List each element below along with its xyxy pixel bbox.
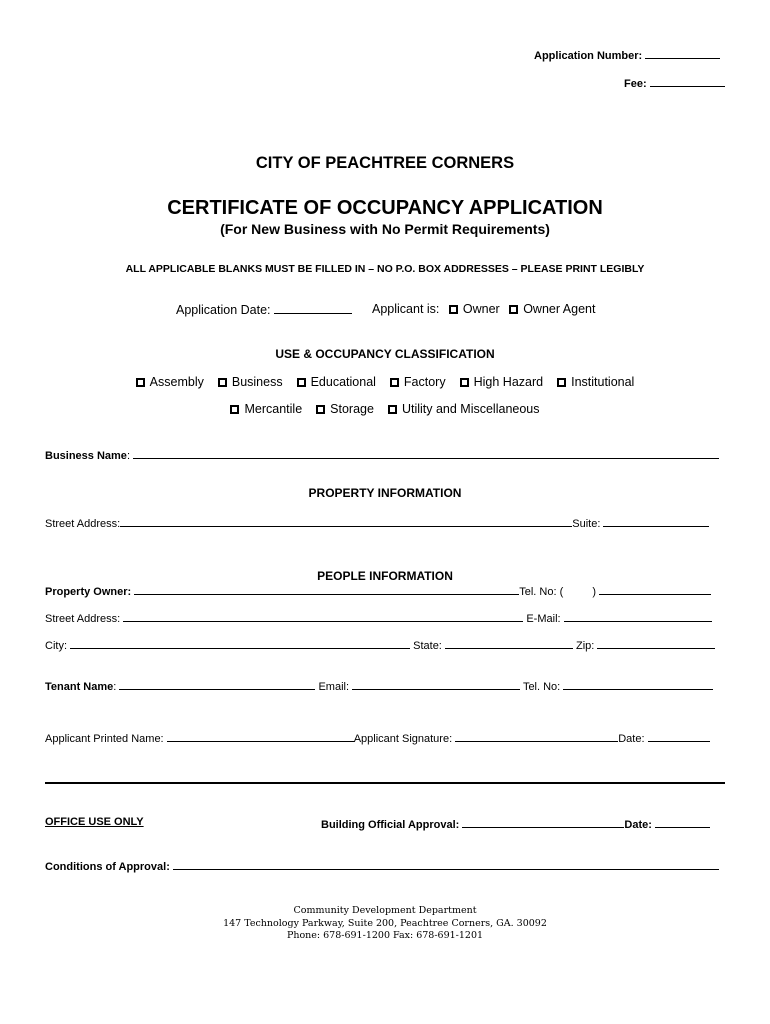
option-utility[interactable]	[388, 402, 540, 416]
option-institutional[interactable]	[557, 375, 634, 389]
utility-checkbox[interactable]	[388, 405, 397, 414]
option-assembly[interactable]	[136, 375, 204, 389]
state-label: State:	[413, 640, 442, 652]
official-approval-label: Building Official Approval:	[321, 819, 460, 831]
tenant-email-blank[interactable]	[352, 678, 520, 690]
owner-agent-option-label: Owner Agent	[523, 302, 596, 316]
business-name-field	[45, 447, 719, 462]
tenant-colon: :	[113, 681, 117, 693]
option-educational[interactable]	[297, 375, 376, 389]
city-label: City:	[45, 640, 67, 652]
office-date-label: Date:	[624, 819, 652, 831]
applicant-printed-name-label: Applicant Printed Name:	[45, 733, 164, 745]
applicant-owner-agent-option[interactable]	[509, 302, 595, 316]
business-name-blank[interactable]	[133, 447, 719, 459]
factory-label: Factory	[403, 375, 446, 389]
educational-label: Educational	[310, 375, 376, 389]
property-suite-label: Suite:	[572, 518, 601, 530]
city-blank[interactable]	[70, 637, 410, 649]
application-date-label: Application Date:	[176, 303, 271, 317]
storage-label: Storage	[330, 402, 374, 416]
owner-agent-checkbox[interactable]	[509, 305, 518, 314]
owner-option-label: Owner	[462, 302, 500, 316]
assembly-label: Assembly	[149, 375, 204, 389]
option-factory[interactable]	[390, 375, 446, 389]
tenant-field	[45, 678, 713, 693]
people-street-field	[45, 610, 712, 625]
applicant-is-label: Applicant is:	[372, 302, 440, 316]
people-street-label: Street Address:	[45, 613, 121, 625]
property-owner-blank[interactable]	[134, 583, 519, 595]
business-name-colon: :	[126, 450, 130, 462]
owner-tel-close: )	[592, 586, 596, 598]
applicant-date-blank[interactable]	[648, 730, 710, 742]
application-date-field	[176, 302, 352, 317]
fee-field	[624, 75, 725, 90]
applicant-owner-option[interactable]	[449, 302, 500, 316]
tenant-name-label: Tenant Name	[45, 681, 114, 693]
fee-label: Fee:	[624, 78, 647, 90]
application-date-blank[interactable]	[274, 302, 352, 314]
use-occupancy-heading: USE & OCCUPANCY CLASSIFICATION	[275, 347, 495, 361]
people-email-label: E-Mail:	[526, 613, 561, 625]
applicant-is-field	[372, 302, 595, 316]
page-subtitle: (For New Business with No Permit Requirements)	[220, 221, 550, 237]
tenant-email-label: Email:	[318, 681, 350, 693]
owner-tel-label: Tel. No: (	[519, 586, 564, 598]
application-number-label: Application Number:	[534, 50, 643, 62]
mercantile-label: Mercantile	[244, 402, 303, 416]
owner-checkbox[interactable]	[449, 305, 458, 314]
office-use-only-label	[45, 816, 144, 828]
tenant-tel-label: Tel. No:	[522, 681, 561, 693]
footer-address: 147 Technology Parkway, Suite 200, Peachtree Corners, GA. 30092	[223, 917, 547, 929]
official-approval-field	[321, 816, 710, 831]
option-business[interactable]	[218, 375, 283, 389]
high-hazard-label: High Hazard	[473, 375, 544, 389]
section-divider	[45, 782, 725, 784]
people-street-blank[interactable]	[123, 610, 523, 622]
business-checkbox[interactable]	[218, 378, 227, 387]
property-suite-blank[interactable]	[603, 515, 709, 527]
institutional-label: Institutional	[571, 375, 635, 389]
conditions-field	[45, 858, 719, 873]
applicant-signature-label: Applicant Signature:	[353, 733, 453, 745]
people-email-blank[interactable]	[564, 610, 712, 622]
applicant-printed-name-blank[interactable]	[167, 730, 354, 742]
high-hazard-checkbox[interactable]	[460, 378, 469, 387]
business-label: Business	[231, 375, 283, 389]
footer-department: Community Development Department	[293, 905, 477, 916]
people-info-heading: PEOPLE INFORMATION	[317, 569, 453, 583]
city-state-zip-field	[45, 637, 715, 652]
zip-blank[interactable]	[597, 637, 715, 649]
office-date-blank[interactable]	[655, 816, 710, 828]
property-street-label: Street Address:	[45, 518, 121, 530]
official-approval-blank[interactable]	[462, 816, 624, 828]
office-use-only-text: OFFICE USE ONLY	[45, 816, 144, 828]
application-number-blank[interactable]	[645, 47, 720, 59]
owner-tel-blank[interactable]	[599, 583, 711, 595]
property-info-heading: PROPERTY INFORMATION	[308, 486, 462, 500]
assembly-checkbox[interactable]	[136, 378, 145, 387]
property-owner-label: Property Owner:	[45, 586, 132, 598]
property-street-blank[interactable]	[120, 515, 572, 527]
page-title: CERTIFICATE OF OCCUPANCY APPLICATION	[167, 197, 603, 219]
instructions-text: ALL APPLICABLE BLANKS MUST BE FILLED IN – NO P.O. BOX ADDRESSES – PLEASE PRINT LEGIBLY	[125, 263, 645, 275]
mercantile-checkbox[interactable]	[230, 405, 239, 414]
educational-checkbox[interactable]	[297, 378, 306, 387]
storage-checkbox[interactable]	[316, 405, 325, 414]
property-owner-field	[45, 583, 711, 598]
applicant-field	[45, 730, 710, 745]
applicant-signature-blank[interactable]	[455, 730, 618, 742]
institutional-checkbox[interactable]	[557, 378, 566, 387]
state-blank[interactable]	[445, 637, 573, 649]
city-title: CITY OF PEACHTREE CORNERS	[255, 154, 515, 172]
use-occupancy-row-2	[0, 402, 770, 416]
business-name-label: Business Name	[45, 450, 127, 462]
use-occupancy-row-1	[0, 375, 770, 389]
tenant-name-blank[interactable]	[119, 678, 315, 690]
applicant-date-label: Date:	[618, 733, 645, 745]
conditions-label: Conditions of Approval:	[45, 861, 170, 873]
application-number-field	[534, 47, 720, 62]
property-street-field	[45, 515, 709, 530]
conditions-blank[interactable]	[173, 858, 719, 870]
footer	[0, 905, 770, 943]
option-storage[interactable]	[316, 402, 374, 416]
zip-label: Zip:	[576, 640, 595, 652]
factory-checkbox[interactable]	[390, 378, 399, 387]
option-high-hazard[interactable]	[460, 375, 543, 389]
option-mercantile[interactable]	[230, 402, 302, 416]
tenant-tel-blank[interactable]	[563, 678, 713, 690]
footer-phone-fax: Phone: 678-691-1200 Fax: 678-691-1201	[286, 930, 484, 941]
fee-blank[interactable]	[650, 75, 725, 87]
utility-label: Utility and Miscellaneous	[401, 402, 540, 416]
